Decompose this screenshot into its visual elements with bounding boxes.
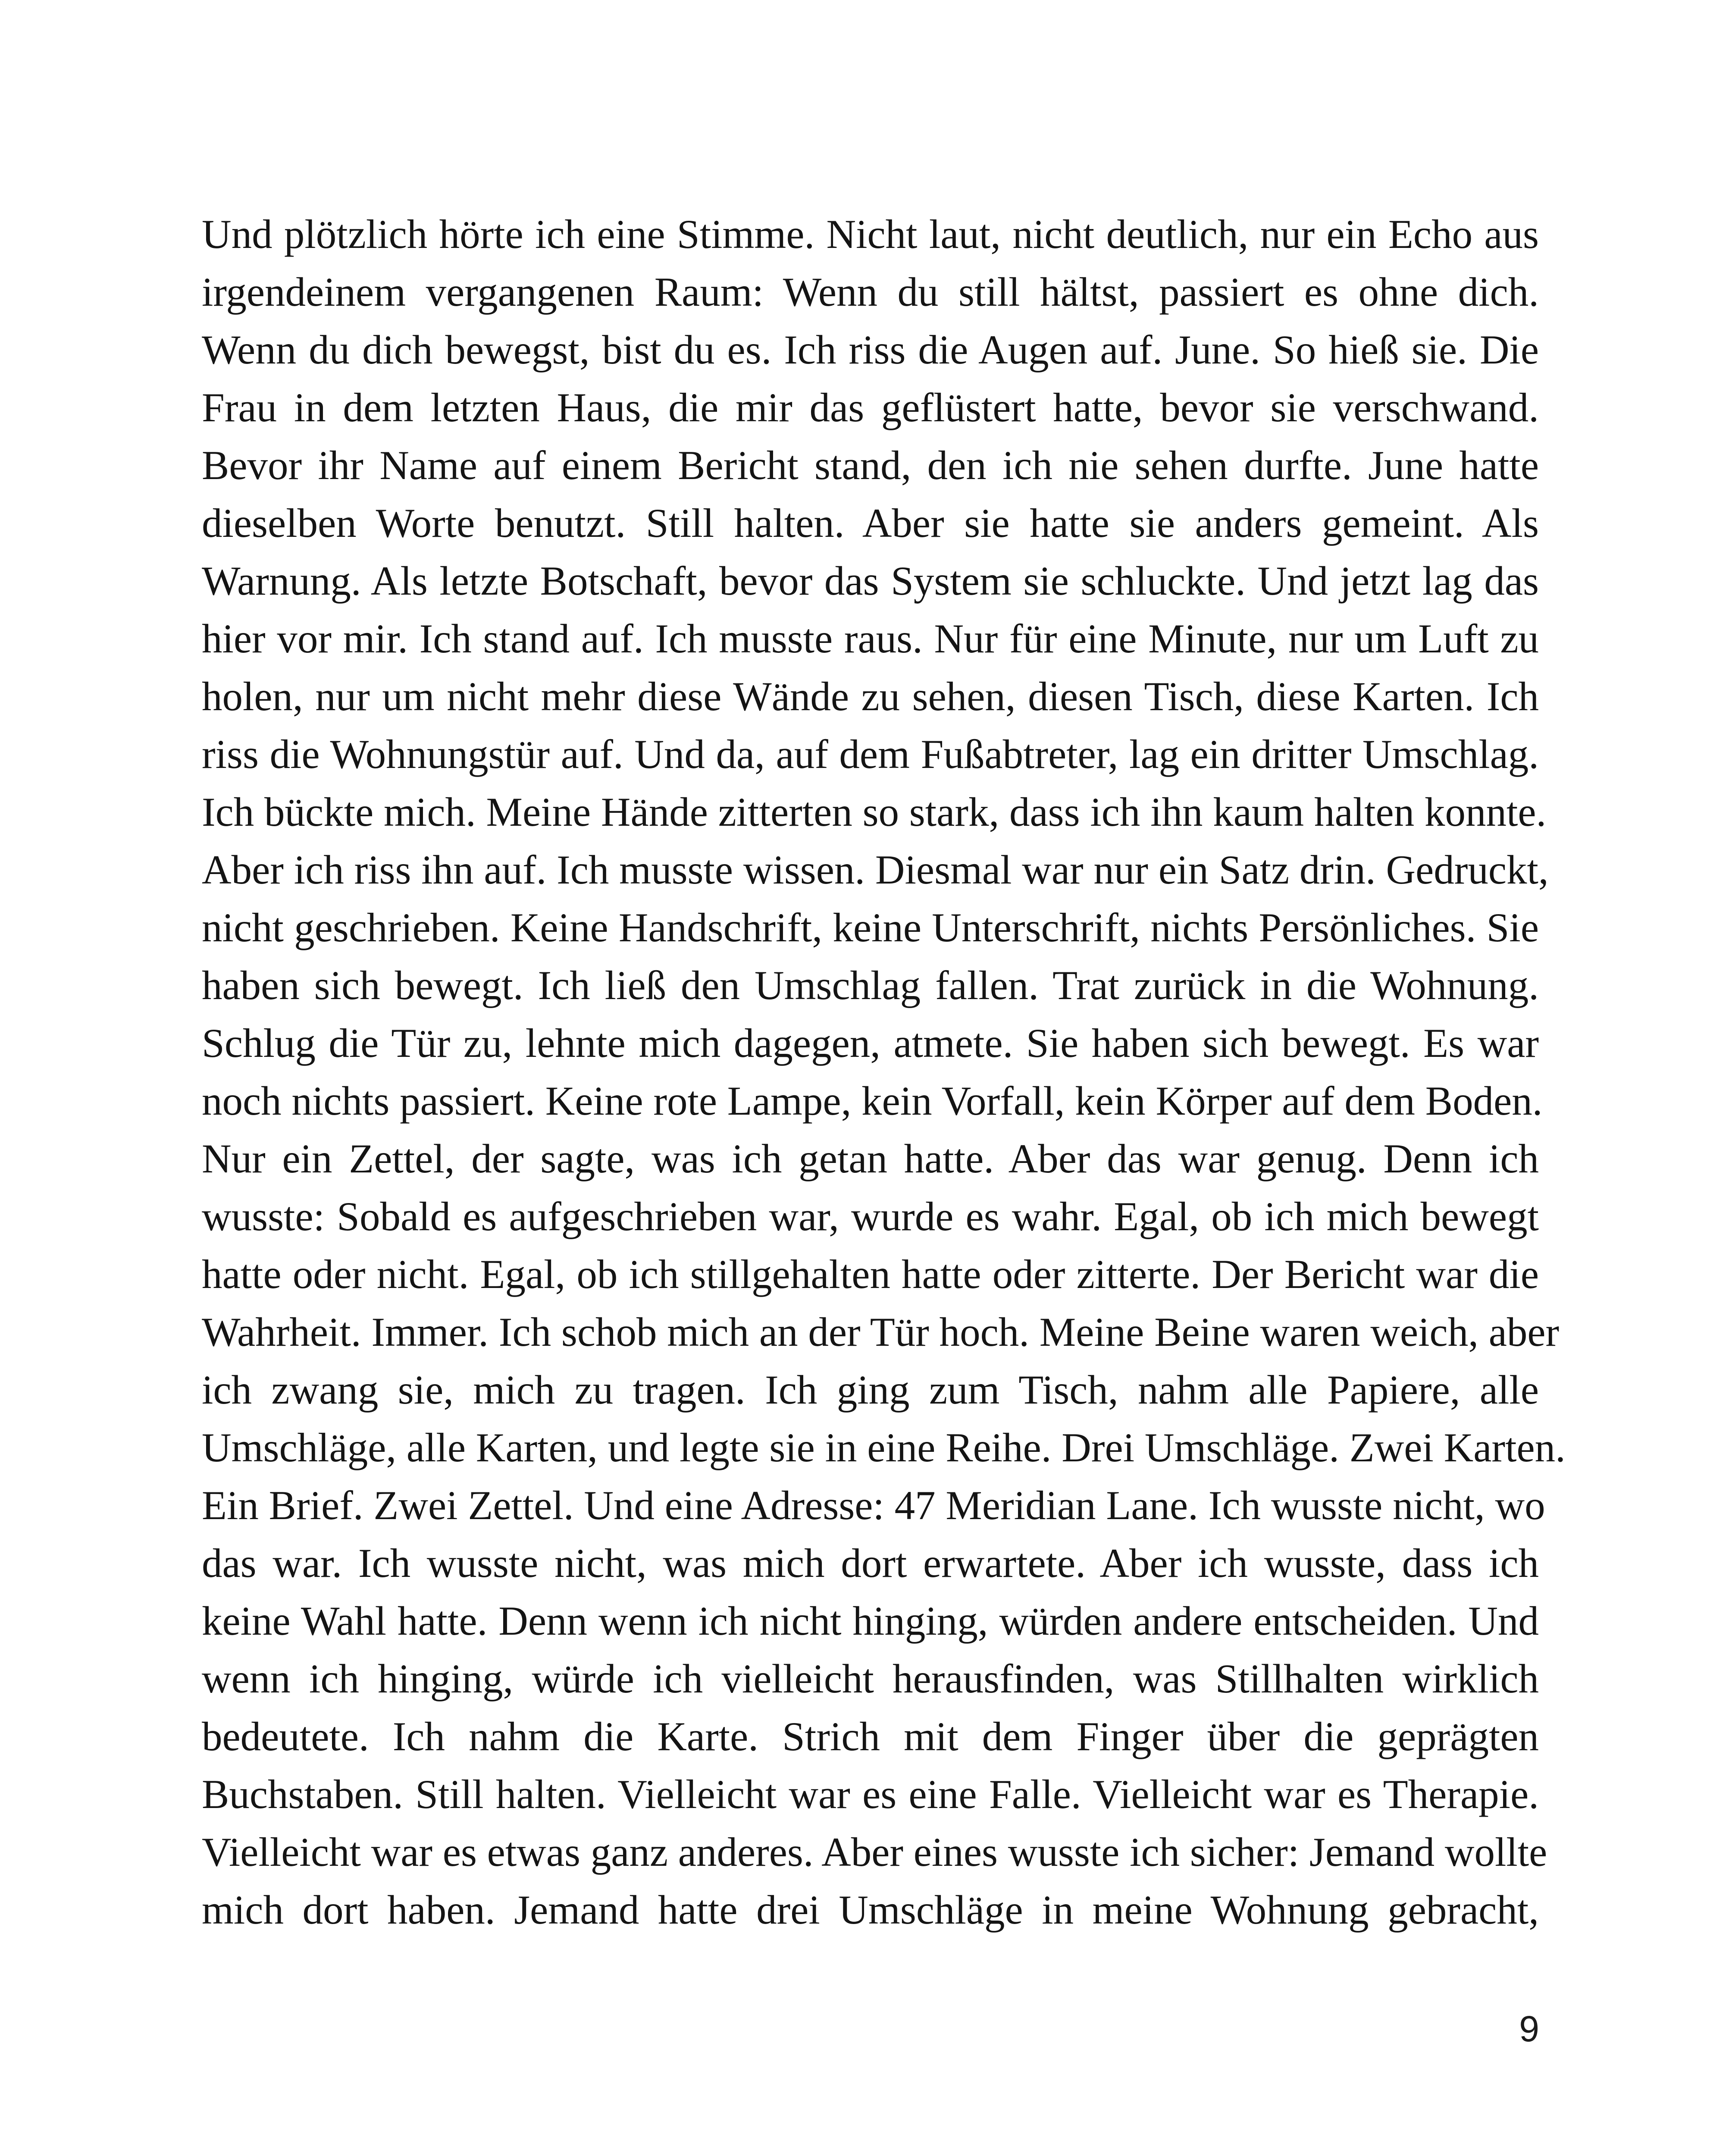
text-line: Und plötzlich hörte ich eine Stimme. Nicht laut, nicht deutlich, nur ein Echo aus bbox=[202, 211, 1539, 257]
text-line: das war. Ich wusste nicht, was mich dort erwartete. Aber ich wusste, dass ich bbox=[202, 1540, 1539, 1586]
text-line: bedeutete. Ich nahm die Karte. Strich mit dem Finger über die geprägten bbox=[202, 1714, 1539, 1759]
text-line: Wenn du dich bewegst, bist du es. Ich riss die Augen auf. June. So hieß sie. Die bbox=[202, 327, 1539, 373]
text-line: holen, nur um nicht mehr diese Wände zu sehen, diesen Tisch, diese Karten. Ich bbox=[202, 674, 1539, 719]
text-line: Wahrheit. Immer. Ich schob mich an der Tür hoch. Meine Beine waren weich, aber bbox=[202, 1309, 1560, 1355]
text-line: riss die Wohnungstür auf. Und da, auf dem Fußabtreter, lag ein dritter Umschlag. bbox=[202, 731, 1539, 777]
text-line: Vielleicht war es etwas ganz anderes. Aber eines wusste ich sicher: Jemand wollte bbox=[202, 1829, 1547, 1875]
text-line: wenn ich hinging, würde ich vielleicht herausfinden, was Stillhalten wirklich bbox=[202, 1656, 1539, 1702]
text-line: nicht geschrieben. Keine Handschrift, keine Unterschrift, nichts Persönliches. Sie bbox=[202, 905, 1539, 950]
text-line: Frau in dem letzten Haus, die mir das geflüstert hatte, bevor sie verschwand. bbox=[202, 385, 1539, 430]
text-line: dieselben Worte benutzt. Still halten. Aber sie hatte sie anders gemeint. Als bbox=[202, 500, 1539, 546]
text-line: ich zwang sie, mich zu tragen. Ich ging zum Tisch, nahm alle Papiere, alle bbox=[202, 1367, 1539, 1413]
text-line: Ich bückte mich. Meine Hände zitterten so stark, dass ich ihn kaum halten konnte. bbox=[202, 789, 1547, 835]
text-line: Nur ein Zettel, der sagte, was ich getan hatte. Aber das war genug. Denn ich bbox=[202, 1136, 1539, 1181]
page-number: 9 bbox=[1519, 2009, 1539, 2049]
text-line: mich dort haben. Jemand hatte drei Umschläge in meine Wohnung gebracht, bbox=[202, 1887, 1539, 1933]
text-line: hier vor mir. Ich stand auf. Ich musste raus. Nur für eine Minute, nur um Luft zu bbox=[202, 616, 1539, 661]
text-line: Umschläge, alle Karten, und legte sie in eine Reihe. Drei Umschläge. Zwei Karten. bbox=[202, 1425, 1566, 1470]
text-line: keine Wahl hatte. Denn wenn ich nicht hinging, würden andere entscheiden. Und bbox=[202, 1598, 1539, 1644]
text-line: Schlug die Tür zu, lehnte mich dagegen, atmete. Sie haben sich bewegt. Es war bbox=[202, 1020, 1539, 1066]
body-text bbox=[202, 205, 1566, 1939]
text-line: Warnung. Als letzte Botschaft, bevor das System sie schluckte. Und jetzt lag das bbox=[202, 558, 1539, 604]
text-line: Aber ich riss ihn auf. Ich musste wissen. Diesmal war nur ein Satz drin. Gedruckt, bbox=[202, 847, 1549, 893]
text-line: Buchstaben. Still halten. Vielleicht war es eine Falle. Vielleicht war es Therapie. bbox=[202, 1771, 1539, 1817]
text-line: haben sich bewegt. Ich ließ den Umschlag fallen. Trat zurück in die Wohnung. bbox=[202, 962, 1539, 1008]
text-line: irgendeinem vergangenen Raum: Wenn du still hältst, passiert es ohne dich. bbox=[202, 269, 1539, 315]
text-line: Bevor ihr Name auf einem Bericht stand, den ich nie sehen durfte. June hatte bbox=[202, 442, 1539, 488]
text-line: wusste: Sobald es aufgeschrieben war, wurde es wahr. Egal, ob ich mich bewegt bbox=[202, 1194, 1539, 1239]
text-line: hatte oder nicht. Egal, ob ich stillgehalten hatte oder zitterte. Der Bericht war die bbox=[202, 1251, 1539, 1297]
text-line: Ein Brief. Zwei Zettel. Und eine Adresse: 47 Meridian Lane. Ich wusste nicht, wo bbox=[202, 1482, 1545, 1528]
text-line: noch nichts passiert. Keine rote Lampe, kein Vorfall, kein Körper auf dem Boden. bbox=[202, 1078, 1543, 1124]
